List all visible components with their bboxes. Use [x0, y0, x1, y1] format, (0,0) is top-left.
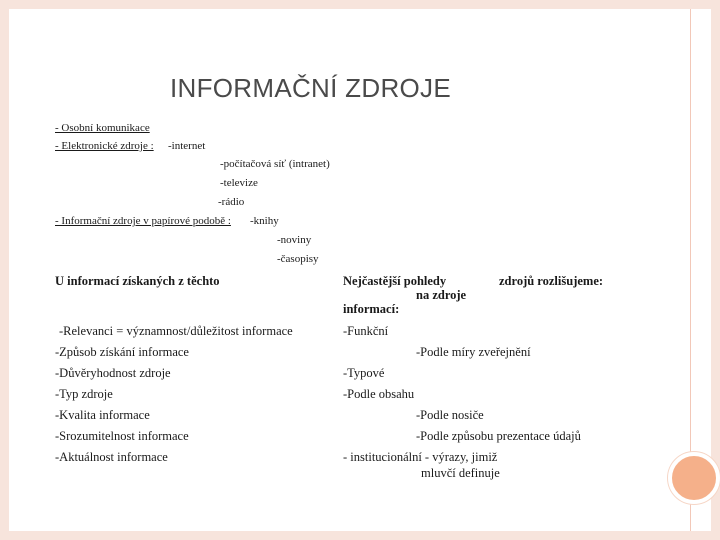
left-column-item: -Relevanci = významnost/důležitost informace	[59, 324, 293, 338]
left-column-heading: U informací získaných z těchto	[55, 274, 220, 288]
left-column-item: -Aktuálnost informace	[55, 450, 168, 464]
left-column-item: -Kvalita informace	[55, 408, 150, 422]
source-electronic-label: - Elektronické zdroje :	[55, 140, 154, 152]
right-column-heading: na zdroje	[416, 288, 467, 302]
left-column-item: -Typ zdroje	[55, 387, 113, 401]
right-column-item: -Podle míry zveřejnění	[416, 345, 531, 359]
source-paper-label: - Informační zdroje v papírové podobě :	[55, 215, 231, 227]
source-electronic-item: -počítačová síť (intranet)	[220, 158, 330, 170]
right-column-item: -Podle obsahu	[343, 387, 415, 401]
left-column-item: -Způsob získání informace	[55, 345, 189, 359]
right-column-heading: informací:	[343, 302, 400, 316]
right-column-item: mluvčí definuje	[421, 466, 500, 480]
right-column-item: -Typové	[343, 366, 385, 380]
right-column-item: - institucionální - výrazy, jimiž	[343, 450, 498, 464]
right-column-heading: zdrojů rozlišujeme:	[499, 274, 604, 288]
source-electronic-item: -rádio	[218, 196, 245, 208]
source-paper-item: -knihy	[250, 215, 279, 227]
right-column-item: -Funkční	[343, 324, 389, 338]
left-column-item: -Srozumitelnost informace	[55, 429, 189, 443]
right-column-item: -Podle nosiče	[416, 408, 484, 422]
left-column-item: -Důvěryhodnost zdroje	[55, 366, 171, 380]
source-paper-item: -časopisy	[277, 253, 319, 265]
source-electronic-item: -televize	[220, 177, 258, 189]
source-personal: - Osobní komunikace	[55, 122, 150, 134]
right-column-heading: Nejčastější pohledy	[343, 274, 447, 288]
slide-title: INFORMAČNÍ ZDROJE	[170, 73, 451, 103]
decorative-circle	[668, 452, 720, 504]
source-paper-item: -noviny	[277, 234, 312, 246]
right-column-item: -Podle způsobu prezentace údajů	[416, 429, 581, 443]
source-electronic-item: -internet	[168, 140, 206, 152]
